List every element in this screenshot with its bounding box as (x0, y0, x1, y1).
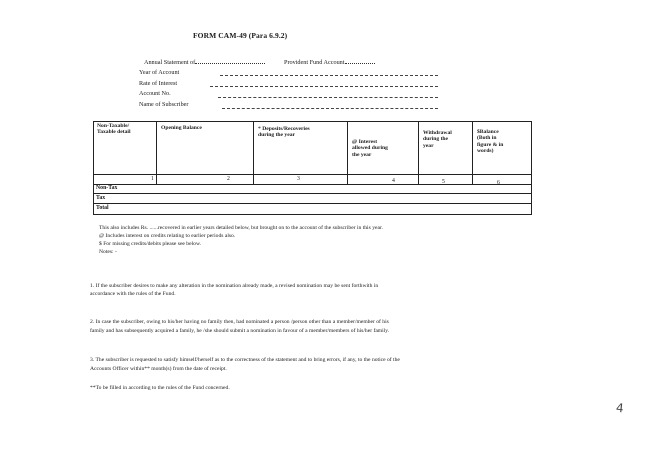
col-number: 4 (392, 178, 395, 184)
account-table (93, 121, 532, 215)
table-line (93, 184, 532, 185)
notes-line-recovered: This also includes Rs. ......recovered in earlier years detailed below, but brought on to the account of the subscriber in this year. (99, 225, 383, 231)
table-line (93, 193, 532, 194)
notes-heading: Notes: - (99, 249, 117, 255)
notes-line-interest: @ Includes interest on credits relating to earlier periods also. (99, 233, 236, 239)
name-of-subscriber-blank[interactable] (222, 108, 438, 109)
footnote: **To be filled in according to the rules of the Fund concerned. (90, 385, 230, 391)
provident-fund-blank[interactable] (345, 57, 375, 64)
table-line (418, 121, 419, 184)
rate-of-interest-blank[interactable] (210, 86, 438, 87)
annual-statement-row (144, 57, 265, 66)
notes-line-missing: $ For missing credits/debits please see below. (99, 241, 202, 247)
annual-statement-blank[interactable] (195, 57, 265, 64)
rate-of-interest-label: Rate of Interest (139, 80, 178, 87)
col-number: 6 (497, 180, 500, 186)
table-line (93, 203, 532, 204)
note-2-line-1: 2. In case the subscriber, owing to his/her having no family then, had nominated a person /person other than a member/member of his (90, 319, 389, 325)
col-number: 1 (151, 176, 154, 182)
row-label-total: Total (96, 205, 109, 211)
page-number: 4 (615, 400, 625, 416)
table-line (93, 121, 532, 122)
col-header-deposits: * Deposits/Recoveries during the year (258, 126, 310, 139)
provident-fund-row (284, 57, 375, 66)
table-line (531, 121, 532, 215)
annual-statement-label: Annual Statement of (144, 59, 196, 66)
note-3-line-1: 3. The subscriber is requested to satisfy himself/herself as to the correctness of the statement and to bring errors, if any, to the notice of the (90, 357, 400, 363)
note-3-line-2: Accounts Officer within** month(s) from the date of receipt. (90, 366, 227, 372)
col-header-balance: $Balance (Both in figure & in words) (477, 129, 504, 155)
row-label-tax: Tax (96, 195, 106, 201)
col-number: 5 (442, 179, 445, 185)
col-header-interest: @ Interest allowed during the year (352, 139, 388, 158)
col-header-opening-balance: Opening Balance (161, 125, 202, 131)
table-line (93, 174, 532, 175)
col-number: 3 (297, 176, 300, 182)
account-no-blank[interactable] (218, 97, 438, 98)
year-of-account-blank[interactable] (220, 75, 438, 76)
note-1-line-1: 1. If the subscriber desires to make any alteration in the nomination already made, a revised nomination may be sent forthwith in (90, 283, 379, 289)
table-line (347, 121, 348, 184)
col-number: 2 (227, 176, 230, 182)
account-no-label: Account No. (139, 90, 171, 97)
table-line (472, 121, 473, 184)
col-header-taxable-detail: Non-Taxable/ Taxable detail (97, 123, 131, 136)
year-of-account-label: Year of Account (139, 69, 180, 76)
provident-fund-label: Provident Fund Account (284, 59, 345, 66)
name-of-subscriber-label: Name of Subscriber (139, 101, 189, 108)
table-line (156, 121, 157, 184)
row-label-non-tax: Non-Tax (96, 185, 118, 191)
table-line (253, 121, 254, 184)
note-2-line-2: family and has subsequently acquired a family, he /she should submit a nomination in favour of a member/members of his/her family. (90, 328, 390, 334)
table-line (93, 121, 94, 215)
col-header-withdrawal: Withdrawal during the year (423, 130, 452, 149)
table-line (93, 214, 532, 215)
note-1-line-2: accordance with the rules of the Fund. (90, 291, 176, 297)
form-title: FORM CAM-49 (Para 6.9.2) (193, 31, 288, 40)
